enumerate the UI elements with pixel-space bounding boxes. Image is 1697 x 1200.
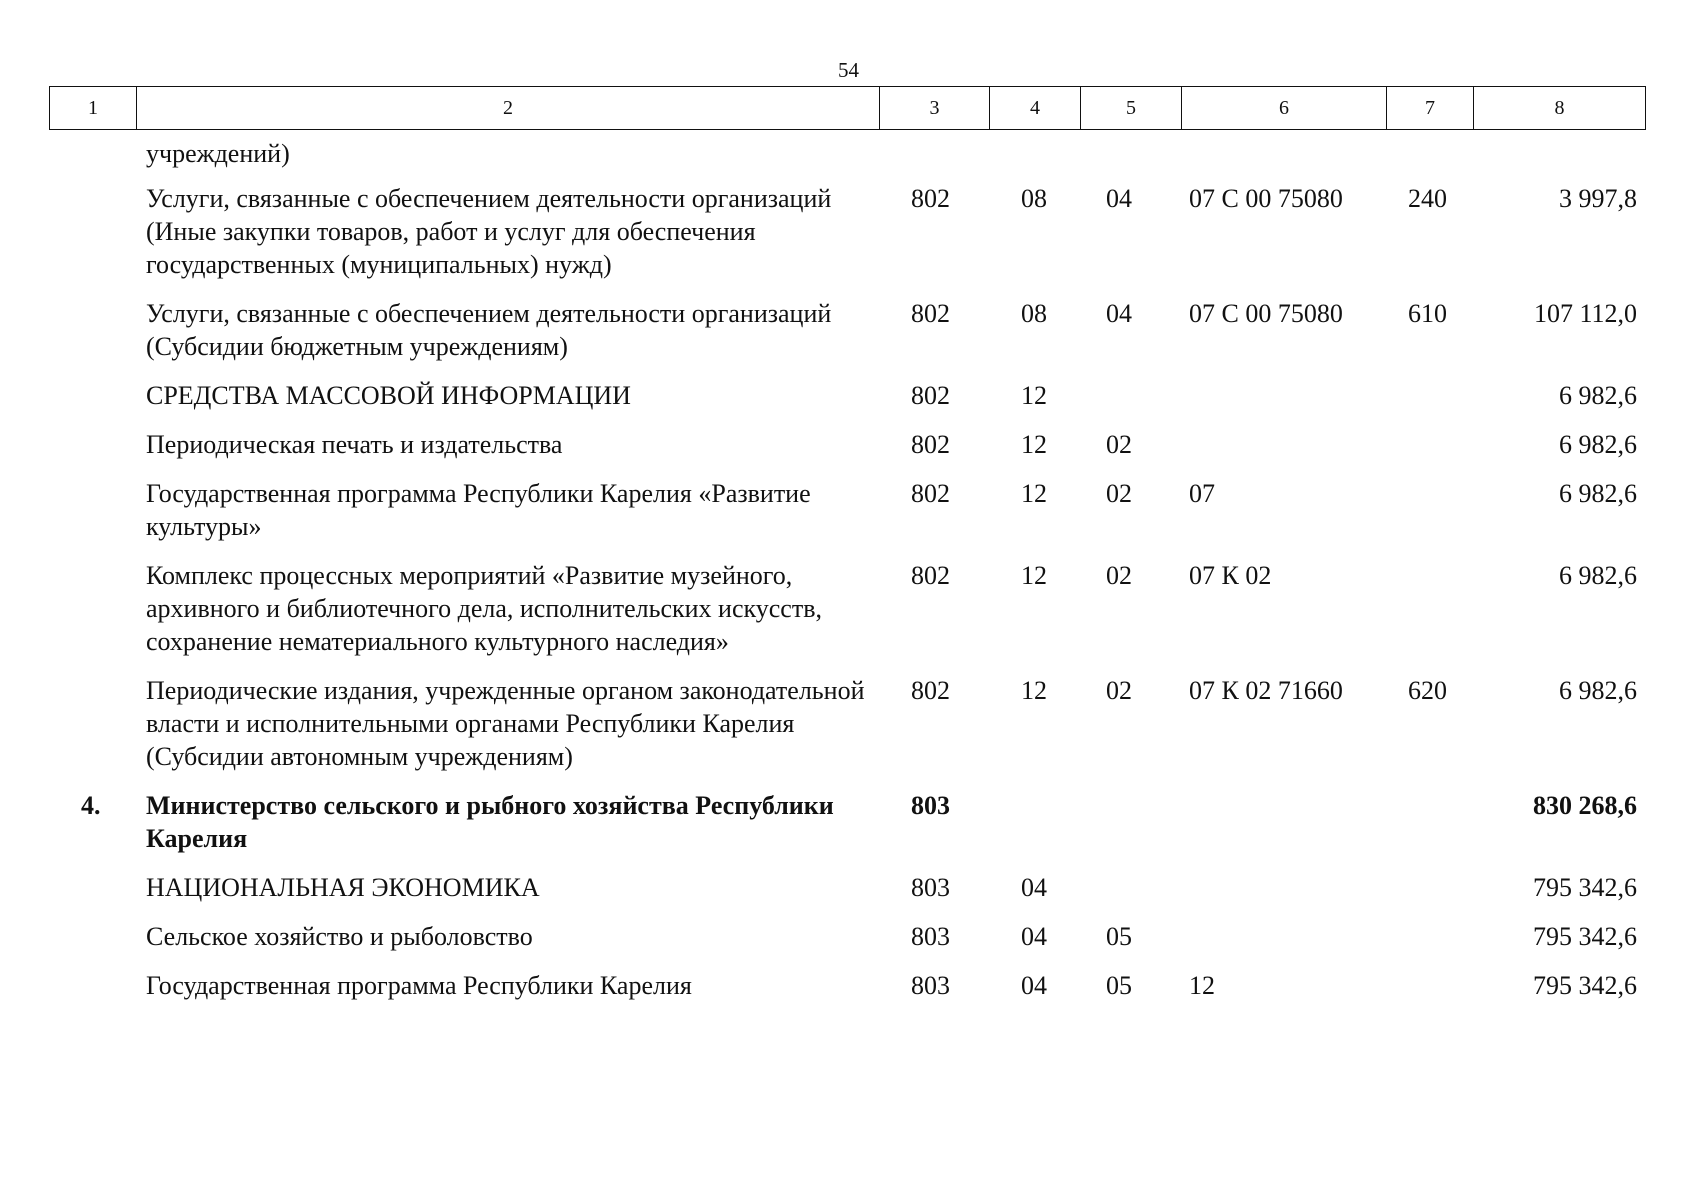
- row-sum: 795 342,6: [1533, 922, 1637, 951]
- row-sum: [1473, 137, 1645, 182]
- row-vr: 240: [1408, 184, 1447, 213]
- table-body: [49, 137, 1645, 1018]
- row-rz: [989, 789, 1080, 871]
- row-name: Периодические издания, учрежденные органом законодательной власти и исполнительными органами Республики Карелия (Субсидии автономным учреждениям): [146, 676, 865, 771]
- table-row: [49, 969, 1645, 1018]
- row-rz: 04: [1021, 971, 1047, 1000]
- header-cell: 7: [1387, 87, 1474, 130]
- row-number: [49, 428, 136, 477]
- row-rz: 12: [1021, 561, 1047, 590]
- row-number: [49, 379, 136, 428]
- row-vr: [1386, 137, 1473, 182]
- table-row: [49, 297, 1645, 379]
- row-name: Услуги, связанные с обеспечением деятельности организаций (Иные закупки товаров, работ и услуг для обеспечения государственных (муниципальных) нужд): [146, 184, 832, 279]
- row-ved: 802: [911, 479, 950, 508]
- row-number: [49, 182, 136, 297]
- row-cs: 07 С 00 75080: [1189, 184, 1343, 213]
- row-name: Государственная программа Республики Карелия «Развитие культуры»: [146, 479, 811, 541]
- row-name: Периодическая печать и издательства: [146, 430, 563, 459]
- row-pr: 02: [1106, 561, 1132, 590]
- row-rz: 04: [1021, 873, 1047, 902]
- row-ved: 802: [911, 561, 950, 590]
- row-name: Министерство сельского и рыбного хозяйства Республики Карелия: [146, 791, 834, 853]
- table-row: [49, 137, 1645, 182]
- row-cs: [1181, 871, 1386, 920]
- row-sum: 107 112,0: [1533, 299, 1637, 328]
- row-sum: 6 982,6: [1559, 561, 1637, 590]
- table-row: [49, 379, 1645, 428]
- row-ved: 803: [911, 971, 950, 1000]
- header-cell: 6: [1182, 87, 1387, 130]
- row-pr: 05: [1106, 922, 1132, 951]
- row-number: [49, 969, 136, 1018]
- row-ved: [879, 137, 989, 182]
- row-vr: [1386, 559, 1473, 674]
- row-sum: 795 342,6: [1533, 971, 1637, 1000]
- row-ved: 802: [911, 430, 950, 459]
- row-sum: 3 997,8: [1559, 184, 1637, 213]
- row-sum: 6 982,6: [1559, 479, 1637, 508]
- row-name: Услуги, связанные с обеспечением деятельности организаций (Субсидии бюджетным учреждениям): [146, 299, 832, 361]
- table-row: [49, 477, 1645, 559]
- row-vr: [1386, 477, 1473, 559]
- row-number: [49, 674, 136, 789]
- row-cs: 12: [1189, 971, 1215, 1000]
- header-cell: 3: [880, 87, 990, 130]
- row-ved: 802: [911, 184, 950, 213]
- row-vr: 620: [1408, 676, 1447, 705]
- row-cs: 07 К 02 71660: [1189, 676, 1343, 705]
- table-row: [49, 182, 1645, 297]
- row-rz: [989, 137, 1080, 182]
- row-pr: 04: [1106, 299, 1132, 328]
- row-pr: [1080, 379, 1181, 428]
- row-number: [49, 559, 136, 674]
- row-ved: 803: [911, 873, 950, 902]
- row-vr: [1386, 969, 1473, 1018]
- row-pr: [1080, 871, 1181, 920]
- budget-table: [49, 137, 1645, 1018]
- row-rz: 12: [1021, 479, 1047, 508]
- header-cell: 1: [50, 87, 137, 130]
- row-number: [49, 871, 136, 920]
- row-name: НАЦИОНАЛЬНАЯ ЭКОНОМИКА: [146, 873, 540, 902]
- header-cell: 8: [1474, 87, 1646, 130]
- row-number: [49, 297, 136, 379]
- table-row: [49, 559, 1645, 674]
- row-pr: 05: [1106, 971, 1132, 1000]
- row-cs: 07 С 00 75080: [1189, 299, 1343, 328]
- row-rz: 08: [1021, 184, 1047, 213]
- table-row: [49, 920, 1645, 969]
- table-row: [49, 428, 1645, 477]
- row-name: СРЕДСТВА МАССОВОЙ ИНФОРМАЦИИ: [146, 381, 631, 410]
- row-ved: 803: [911, 922, 950, 951]
- row-vr: 610: [1408, 299, 1447, 328]
- row-number: [49, 477, 136, 559]
- header-cell: 5: [1081, 87, 1182, 130]
- row-vr: [1386, 789, 1473, 871]
- row-sum: 6 982,6: [1559, 381, 1637, 410]
- table-header: [49, 86, 1646, 130]
- row-pr: [1080, 789, 1181, 871]
- row-vr: [1386, 379, 1473, 428]
- row-pr: [1080, 137, 1181, 182]
- row-sum: 795 342,6: [1533, 873, 1637, 902]
- row-sum: 830 268,6: [1533, 791, 1637, 820]
- row-cs: [1181, 428, 1386, 477]
- header-cell: 2: [137, 87, 880, 130]
- row-rz: 12: [1021, 381, 1047, 410]
- row-name: Государственная программа Республики Карелия: [146, 971, 692, 1000]
- row-name: Комплекс процессных мероприятий «Развитие музейного, архивного и библиотечного дела, исполнительских искусств, сохранение нематериального культурного наследия»: [146, 561, 822, 656]
- row-vr: [1386, 428, 1473, 477]
- row-sum: 6 982,6: [1559, 430, 1637, 459]
- row-ved: 802: [911, 381, 950, 410]
- row-rz: 12: [1021, 430, 1047, 459]
- row-sum: 6 982,6: [1559, 676, 1637, 705]
- row-pr: 02: [1106, 430, 1132, 459]
- row-pr: 02: [1106, 479, 1132, 508]
- row-pr: 02: [1106, 676, 1132, 705]
- row-number: [49, 920, 136, 969]
- row-pr: 04: [1106, 184, 1132, 213]
- row-rz: 12: [1021, 676, 1047, 705]
- row-vr: [1386, 871, 1473, 920]
- table-row: [49, 871, 1645, 920]
- row-cs: [1181, 379, 1386, 428]
- row-rz: 08: [1021, 299, 1047, 328]
- row-cs: [1181, 137, 1386, 182]
- row-number: 4.: [81, 791, 101, 820]
- table-row: [49, 674, 1645, 789]
- row-vr: [1386, 920, 1473, 969]
- row-ved: 803: [911, 791, 950, 820]
- row-number: [49, 137, 136, 182]
- header-row: [50, 87, 1646, 130]
- row-cs: 07: [1189, 479, 1215, 508]
- row-name: Сельское хозяйство и рыболовство: [146, 922, 533, 951]
- table-row: [49, 789, 1645, 871]
- row-rz: 04: [1021, 922, 1047, 951]
- row-cs: 07 К 02: [1189, 561, 1272, 590]
- row-cs: [1181, 920, 1386, 969]
- row-ved: 802: [911, 299, 950, 328]
- row-cs: [1181, 789, 1386, 871]
- page-number: 54: [838, 58, 859, 82]
- row-ved: 802: [911, 676, 950, 705]
- row-name: учреждений): [146, 139, 290, 168]
- header-cell: 4: [990, 87, 1081, 130]
